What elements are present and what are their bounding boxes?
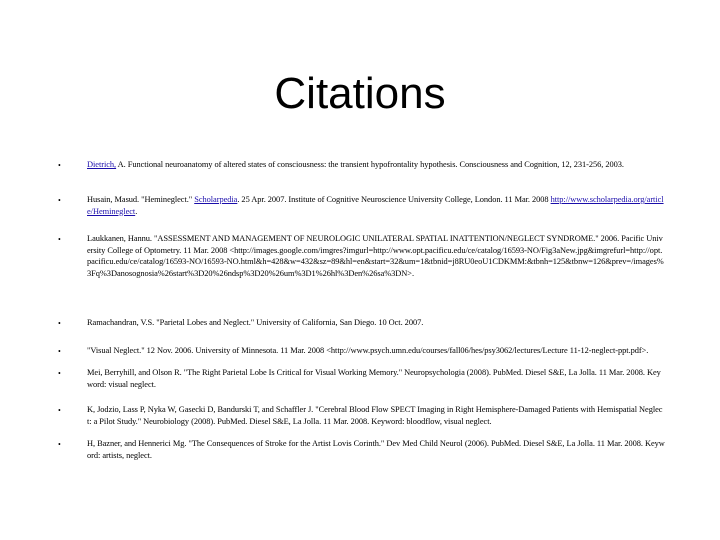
citation-text: K, Jodzio, Lass P, Nyka W, Gasecki D, Bandurski T, and Schaffler J. "Cerebral Blood Flow SPECT Imaging in Right Hemisphere-Damaged Patients with Hemispatial Neglect: a Pilot Study." Neurobiology (2008). PubMed. Diesel S&E, La Jolla. 11 Mar. 2008. Keyword: bloodflow, visual neglect.: [87, 405, 663, 426]
bullet-icon: •: [58, 196, 61, 205]
bullet-icon: •: [58, 369, 61, 378]
url-link[interactable]: http://www.scholarpedia.org/article/Hemineglect: [87, 195, 664, 216]
bullet-icon: •: [58, 347, 61, 356]
citation-text: [87, 159, 665, 171]
citation-list: [58, 0, 668, 540]
citation-text: [87, 194, 665, 217]
bullet-icon: •: [58, 235, 61, 244]
citation-body: A. Functional neuroanatomy of altered states of consciousness: the transient hypofrontality hypothesis. Consciousness and Cognition, 12, 231-256, 2003.: [116, 160, 624, 169]
citation-text: "Visual Neglect." 12 Nov. 2006. University of Minnesota. 11 Mar. 2008 <http://www.psych.umn.edu/courses/fall06/hes/psy3062/lectures/Lecture 11-12-neglect-ppt.pdf>.: [87, 346, 649, 355]
citation-pre: Husain, Masud. "Hemineglect.": [87, 195, 195, 204]
bullet-icon: •: [58, 406, 61, 415]
bullet-icon: •: [58, 319, 61, 328]
citation-text: H, Bazner, and Hennerici Mg. "The Consequences of Stroke for the Artist Lovis Corinth." Dev Med Child Neurol (2006). PubMed. Diesel S&E, La Jolla. 11 Mar. 2008. Keyword: artists, neglect.: [87, 439, 665, 460]
citation-text: Ramachandran, V.S. "Parietal Lobes and Neglect." University of California, San Diego. 10 Oct. 2007.: [87, 318, 424, 327]
bullet-icon: •: [58, 440, 61, 449]
journal-link[interactable]: Scholarpedia: [194, 195, 238, 204]
citation-text: Laukkanen, Hannu. "ASSESSMENT AND MANAGEMENT OF NEUROLOGIC UNILATERAL SPATIAL INATTENTION/NEGLECT SYNDROME." 2006. Pacific University College of Optometry. 11 Mar. 2008 <http://images.google.com/imgres?imgurl=http://www.opt.pacificu.edu/ce/catalog/16593-NO/Fig3aNew.jpg&imgrefurl=http://opt.pacificu.edu/ce/catalog/16593-NO/16593-NO.html&h=428&w=432&sz=89&hl=en&start=32&um=1&tbnid=j8RU0eoU1CDKMM:&tbnh=125&tbnw=126&prev=/images%3Fq%3Danosognosia%26start%3D20%26ndsp%3D20%26um%3D1%26hl%3Den%26sa%3DN>.: [87, 234, 664, 278]
author-link[interactable]: Dietrich,: [87, 160, 117, 169]
citation-post: .: [135, 206, 138, 216]
citation-text: Mei, Berryhill, and Olson R. "The Right Parietal Lobe Is Critical for Visual Working Memory." Neuropsychologia (2008). PubMed. Diesel S&E, La Jolla. 11 Mar. 2008. Keyword: visual neglect.: [87, 368, 661, 389]
bullet-icon: •: [58, 161, 61, 170]
slide-title: Citations: [274, 69, 446, 118]
citation-mid: . 25 Apr. 2007. Institute of Cognitive Neuroscience University College, London. 11 Mar. 2008: [237, 195, 551, 204]
